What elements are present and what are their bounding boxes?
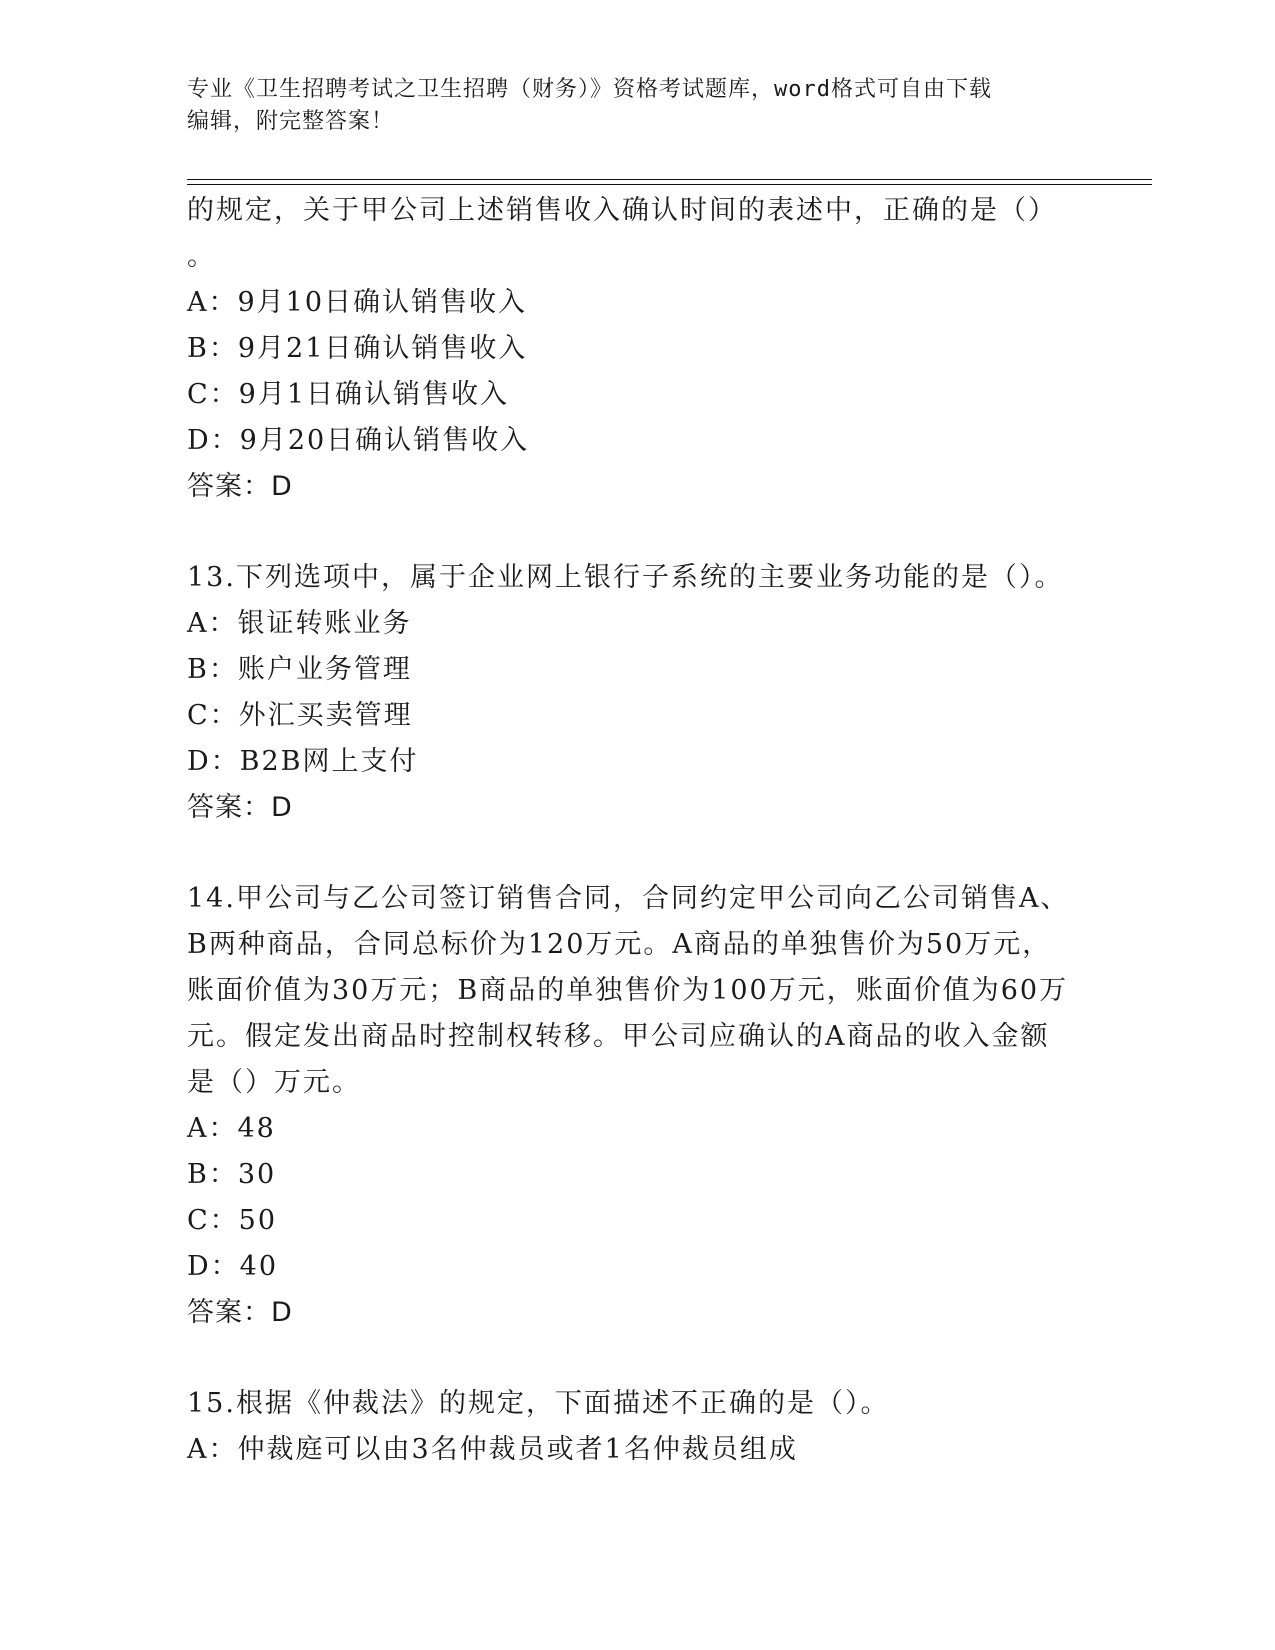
header-divider-top — [187, 179, 1152, 180]
option-b: B：30 — [187, 1159, 277, 1190]
question-13 — [187, 555, 1087, 831]
question-14 — [187, 876, 1087, 1336]
question-stem-line: B两种商品，合同总标价为120万元。A商品的单独售价为50万元， — [187, 929, 1052, 960]
question-stem-line: 的规定，关于甲公司上述销售收入确认时间的表述中，正确的是（） — [187, 195, 1057, 226]
spacer — [187, 831, 1087, 876]
option-d: D：9月20日确认销售收入 — [187, 425, 530, 456]
header-line-1: 专业《卫生招聘考试之卫生招聘（财务）》资格考试题库，word格式可自由下载 — [187, 77, 992, 102]
question-stem-line: 13.下列选项中，属于企业网上银行子系统的主要业务功能的是（）。 — [187, 562, 1064, 593]
document-header — [187, 74, 1087, 138]
question-stem-line: 元。假定发出商品时控制权转移。甲公司应确认的A商品的收入金额 — [187, 1021, 1050, 1052]
question-15 — [187, 1381, 1087, 1473]
option-d: D：40 — [187, 1251, 279, 1282]
answer-line: 答案：D — [187, 471, 293, 502]
question-stem-line: 是（）万元。 — [187, 1067, 361, 1098]
question-stem-line: 14.甲公司与乙公司签订销售合同，合同约定甲公司向乙公司销售A、 — [187, 883, 1070, 914]
spacer — [187, 1336, 1087, 1381]
question-stem-line: 。 — [187, 241, 216, 272]
header-divider-bottom — [187, 184, 1152, 185]
option-c: C：外汇买卖管理 — [187, 700, 413, 731]
option-d: D：B2B网上支付 — [187, 746, 419, 777]
option-a: A：银证转账业务 — [187, 608, 412, 639]
option-b: B：账户业务管理 — [187, 654, 412, 685]
option-a: A：48 — [187, 1113, 276, 1144]
option-b: B：9月21日确认销售收入 — [187, 333, 528, 364]
header-line-2: 编辑，附完整答案！ — [187, 109, 395, 134]
option-a: A：9月10日确认销售收入 — [187, 287, 528, 318]
question-list — [187, 188, 1087, 1473]
question-stem-line: 15.根据《仲裁法》的规定，下面描述不正确的是（）。 — [187, 1388, 890, 1419]
question-12 — [187, 188, 1087, 510]
option-c: C：50 — [187, 1205, 278, 1236]
answer-line: 答案：D — [187, 792, 293, 823]
option-a: A：仲裁庭可以由3名仲裁员或者1名仲裁员组成 — [187, 1434, 798, 1465]
answer-line: 答案：D — [187, 1297, 293, 1328]
spacer — [187, 510, 1087, 555]
question-stem-line: 账面价值为30万元；B商品的单独售价为100万元，账面价值为60万 — [187, 975, 1069, 1006]
option-c: C：9月1日确认销售收入 — [187, 379, 510, 410]
